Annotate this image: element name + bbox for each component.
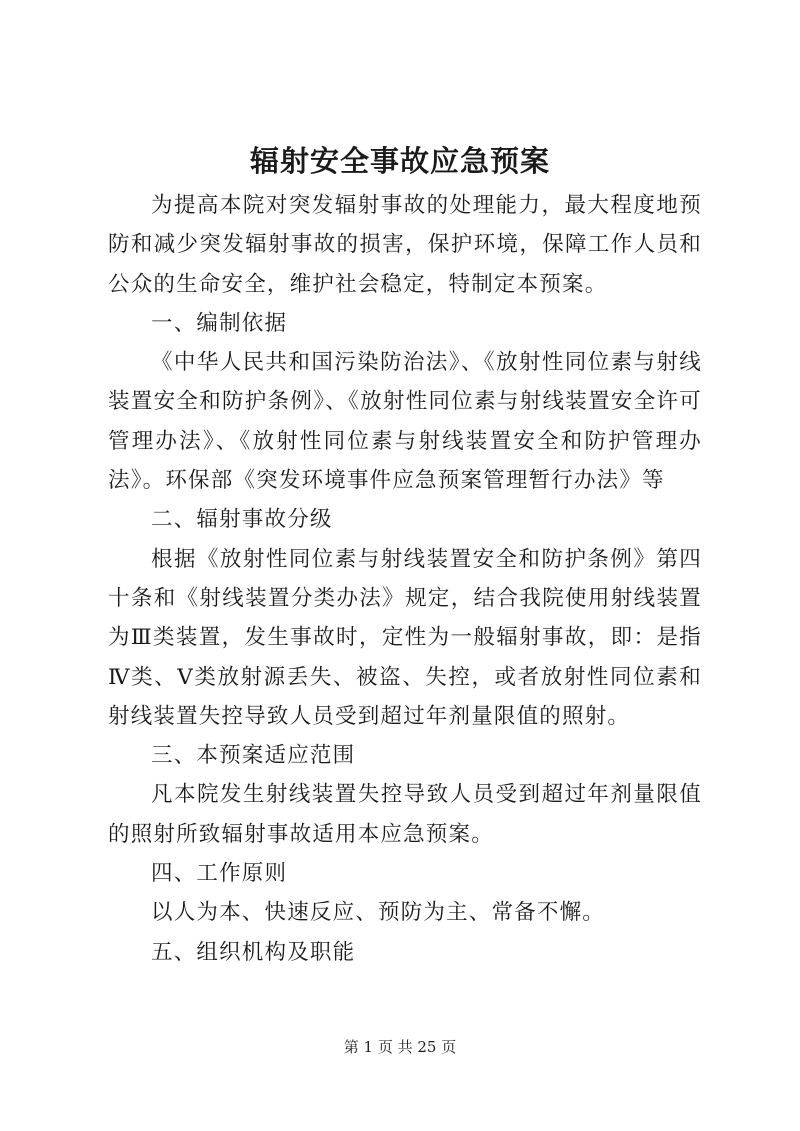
section-heading-5: 五、组织机构及职能 bbox=[151, 939, 356, 965]
section-heading-2: 二、辐射事故分级 bbox=[151, 507, 333, 533]
document-title: 辐射安全事故应急预案 bbox=[249, 144, 550, 178]
section-text-1: 《中华人民共和国污染防治法》、《放射性同位素与射线装置安全和防护条例》、《放射性同位素与射线装置安全许可管理办法》、《放射性同位素与射线装置安全和防护管理办法》。环保部《突发环境事件应急预案管理暂行办法》等 bbox=[108, 350, 702, 494]
section-heading-4: 四、工作原则 bbox=[151, 861, 288, 887]
section-heading-3: 三、本预案适应范围 bbox=[151, 743, 356, 769]
page-footer: 第 1 页 共 25 页 bbox=[343, 1038, 457, 1056]
section-text-2: 根据《放射性同位素与射线装置安全和防护条例》第四十条和《射线装置分类办法》规定，结合我院使用射线装置为Ⅲ类装置，发生事故时，定性为一般辐射事故，即：是指Ⅳ类、Ⅴ类放射源丢失、被盗、失控，或者放射性同位素和射线装置失控导致人员受到超过年剂量限值的照射。 bbox=[108, 546, 702, 729]
section-text-4: 以人为本、快速反应、预防为主、常备不懈。 bbox=[151, 900, 606, 926]
intro-paragraph: 为提高本院对突发辐射事故的处理能力，最大程度地预防和减少突发辐射事故的损害，保护环境，保障工作人员和公众的生命安全，维护社会稳定，特制定本预案。 bbox=[108, 193, 702, 297]
section-heading-1: 一、编制依据 bbox=[151, 310, 288, 336]
document-body bbox=[108, 186, 702, 972]
section-text-3: 凡本院发生射线装置失控导致人员受到超过年剂量限值的照射所致辐射事故适用本应急预案。 bbox=[108, 782, 702, 847]
